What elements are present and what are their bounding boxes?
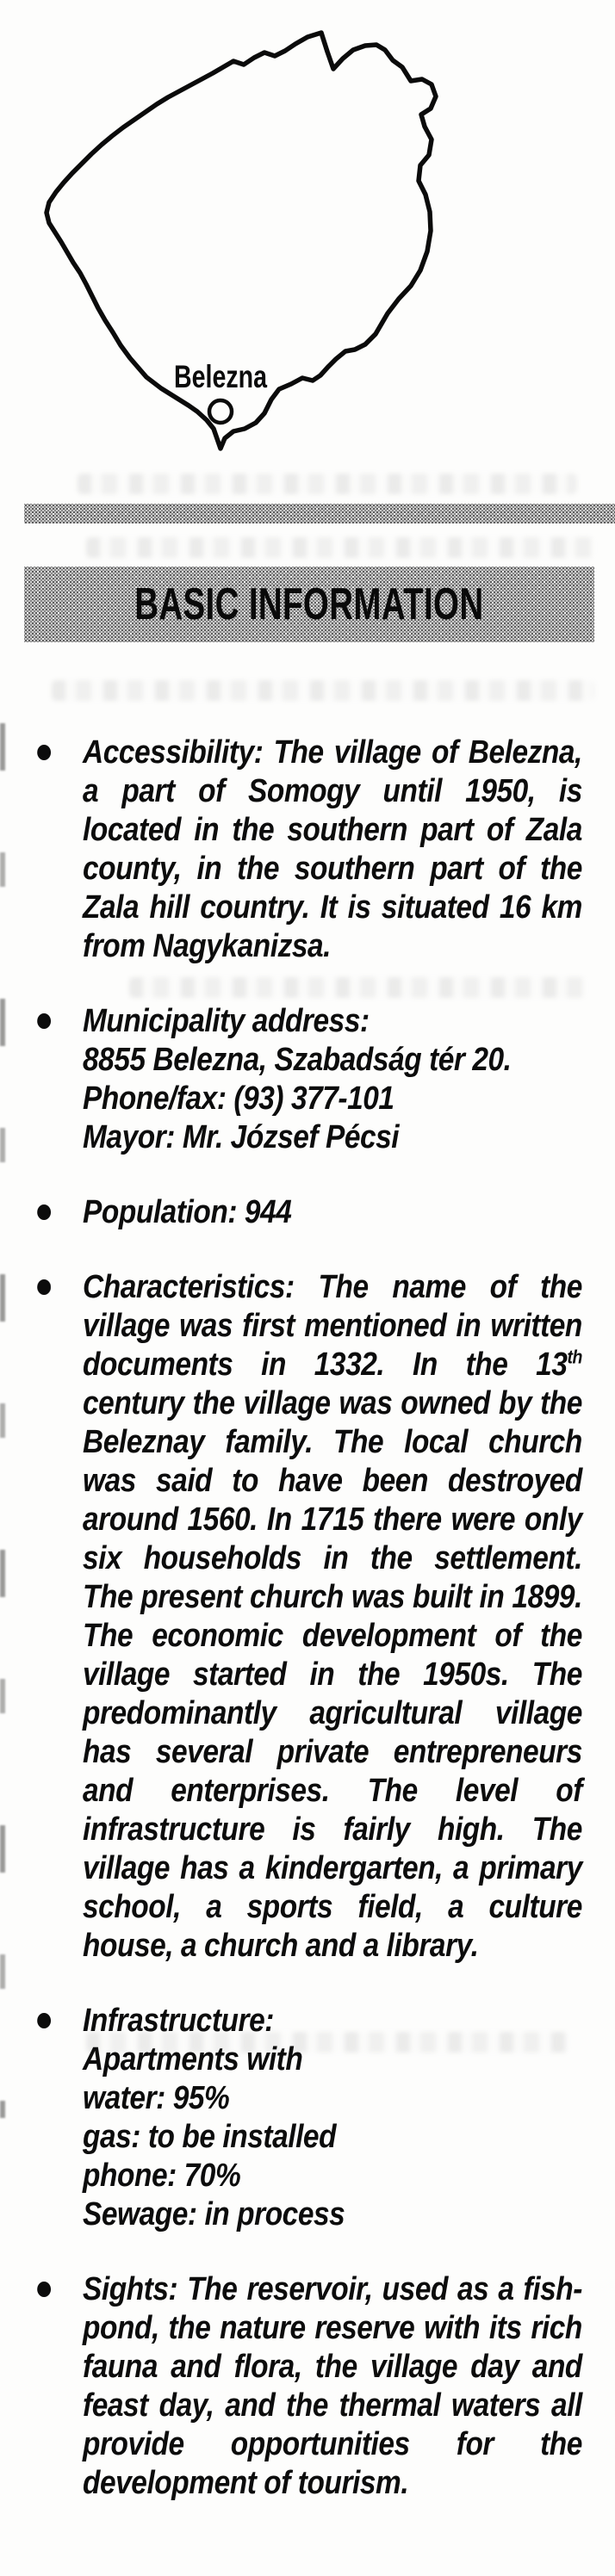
infrastructure-label: Infrastructure: [83,2003,274,2039]
ordinal-superscript: th [567,1346,582,1368]
population-value: 944 [244,1194,292,1230]
list-item-accessibility [83,734,582,966]
scan-artifact [52,680,594,701]
infrastructure-phone: phone: 70% [83,2158,241,2194]
characteristics-paragraph [83,1268,582,1966]
village-map [26,13,439,469]
list-item-characteristics [83,1268,582,1966]
characteristics-text-start: The name of the village was first mentioned in written documents in 1332. In the 13 [83,1269,582,1383]
population-line [83,1193,582,1232]
infrastructure-gas: gas: to be installed [83,2119,337,2155]
characteristics-text-end: century the village was owned by the Beleznay family. The local church was said to have been destroyed around 1560. In 1715 there were only six households in the settlement. The present church was built in 1899. The economic development of the village started in the 1950s. The predominantly agricultural village has several private entrepreneurs and enterprises. The level of infrastructure is fairly high. The village has a kindergarten, a primary school, a sports field, a culture house, a church and a library. [83,1385,582,1964]
section-title: BASIC INFORMATION [134,579,484,629]
list-item-municipality-address [83,1002,582,1157]
municipality-street-address: 8855 Belezna, Szabadság tér 20. [83,1042,512,1078]
municipality-mayor: Mayor: Mr. József Pécsi [83,1119,400,1155]
infrastructure-water: water: 95% [83,2080,230,2116]
section-header-band [24,567,594,642]
sights-label: Sights: [83,2271,178,2307]
municipality-phone-fax: Phone/fax: (93) 377-101 [83,1081,394,1117]
accessibility-label: Accessibility: [83,734,264,771]
scan-artifact [86,537,594,558]
list-item-sights [83,2270,582,2503]
characteristics-label: Characteristics: [83,1269,295,1305]
sights-text: The reservoir, used as a fish-pond, the nature reserve with its rich fauna and flora, the village day and feast day, and the thermal waters all provide opportunities for the development of tourism. [83,2271,582,2501]
accessibility-paragraph [83,734,582,966]
population-label: Population: [83,1194,238,1230]
list-item-infrastructure [83,2002,582,2234]
divider-bar [24,504,615,523]
sights-paragraph [83,2270,582,2503]
infrastructure-apartments: Apartments with [83,2041,303,2078]
accessibility-text: The village of Belezna, a part of Somogy until 1950, is located in the southern part of Zala county, in the southern part of the Zala hill country. It is situated 16 km from Nagykanizsa. [83,734,582,964]
village-marker-icon [209,400,232,423]
list-item-population [83,1193,582,1232]
basic-information-list [0,734,615,2539]
municipality-label: Municipality address: [83,1003,370,1039]
village-label: Belezna [174,359,268,394]
scan-artifact [78,474,577,494]
infrastructure-sewage: Sewage: in process [83,2196,345,2232]
